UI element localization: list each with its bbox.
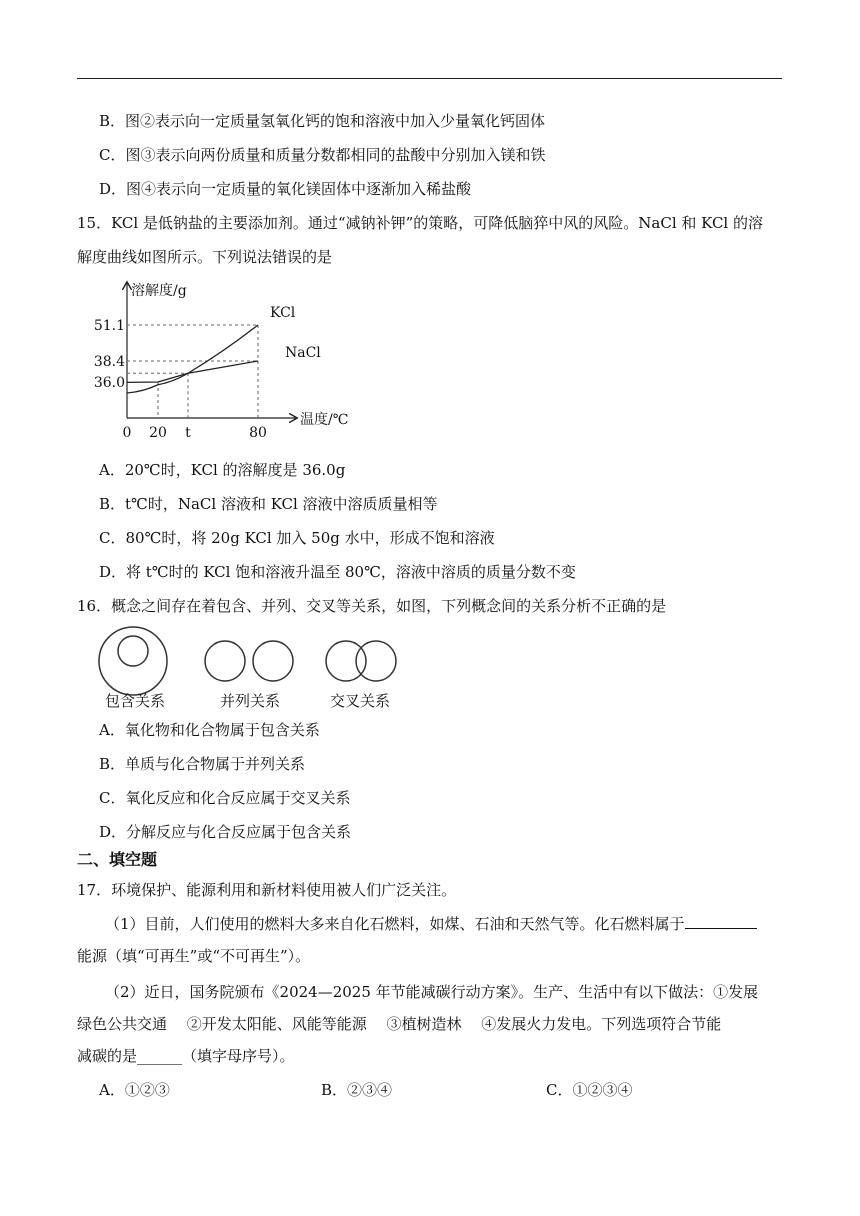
y-tick-label: 38.4 [93,354,125,370]
q15-option-c: C．80℃时，将 20g KCl 加入 50g 水中，形成不饱和溶液 [99,529,495,547]
q17-option-a: A．①②③ [99,1081,170,1099]
parallel-left-circle [205,641,245,681]
q15-option-d: D．将 t℃时的 KCl 饱和溶液升温至 80℃，溶液中溶质的质量分数不变 [99,563,576,581]
q17-part1-line2: 能源（填“可再生”或“不可再生”）。 [77,947,311,965]
solubility-chart [93,275,370,450]
q15-stem-line1: 15．KCl 是低钠盐的主要添加剂。通过“减钠补钾”的策略，可降低脑猝中风的风险。NaCl 和 KCl 的溶 [77,214,763,232]
q16-option-d: D．分解反应与化合反应属于包含关系 [99,823,352,841]
x-tick-label: 0 [122,425,132,441]
answer-blank [685,914,757,929]
section-title: 二、填空题 [77,850,158,869]
q17-part1-line1: （1）目前，人们使用的燃料大多来自化石燃料，如煤、石油和天然气等。化石燃料属于 [105,914,757,934]
q14-option-c: C．图③表示向两份质量和质量分数都相同的盐酸中分别加入镁和铁 [99,146,546,164]
series-label-nacl: NaCl [285,345,321,361]
y-tick-label: 36.0 [93,375,125,391]
contain-inner-circle [118,636,148,666]
q17-part2-line1: （2）近日，国务院颁布《2024—2025 年节能减碳行动方案》。生产、生活中有以下做法：①发展 [105,983,759,1001]
cross-left-circle [326,641,366,681]
q16-option-a: A．氧化物和化合物属于包含关系 [99,721,320,739]
parallel-right-circle [253,641,293,681]
q14-option-d: D．图④表示向一定质量的氧化镁固体中逐渐加入稀盐酸 [99,180,472,198]
q17-part2-line2: 绿色公共交通 ②开发太阳能、风能等能源 ③植树造林 ④发展火力发电。下列选项符合节能 [77,1015,722,1033]
q15-stem-line2: 解度曲线如图所示。下列说法错误的是 [77,248,333,266]
header-rule [77,78,782,79]
series-label-kcl: KCl [270,305,296,321]
x-tick-label: t [185,425,191,441]
relation-diagrams [95,628,405,716]
q16-stem: 16．概念之间存在着包含、并列、交叉等关系，如图，下列概念间的关系分析不正确的是 [77,597,667,615]
q15-option-b: B．t℃时，NaCl 溶液和 KCl 溶液中溶质质量相等 [99,495,438,513]
q17-part2-line3: 减碳的是______（填字母序号）。 [77,1047,295,1065]
label-cross: 交叉关系 [329,692,391,710]
x-axis-label: 温度/℃ [300,412,349,428]
y-tick-label: 51.1 [93,318,125,334]
q17-option-b: B．②③④ [321,1081,393,1099]
contain-outer-circle [99,627,167,695]
x-tick-label: 20 [149,425,167,441]
q17-option-c: C．①②③④ [546,1081,633,1099]
label-parallel: 并列关系 [219,692,281,710]
q17-stem: 17．环境保护、能源利用和新材料使用被人们广泛关注。 [77,881,457,899]
cross-right-circle [356,641,396,681]
q14-option-b: B．图②表示向一定质量氢氧化钙的饱和溶液中加入少量氧化钙固体 [99,112,546,130]
x-tick-label: 80 [249,425,267,441]
y-axis-label: 溶解度/g [131,283,187,299]
q16-option-c: C．氧化反应和化合反应属于交叉关系 [99,789,351,807]
label-contain: 包含关系 [104,692,166,710]
series-line-nacl [127,361,258,382]
q16-option-b: B．单质与化合物属于并列关系 [99,755,306,773]
q15-option-a: A．20℃时，KCl 的溶解度是 36.0g [99,461,346,479]
